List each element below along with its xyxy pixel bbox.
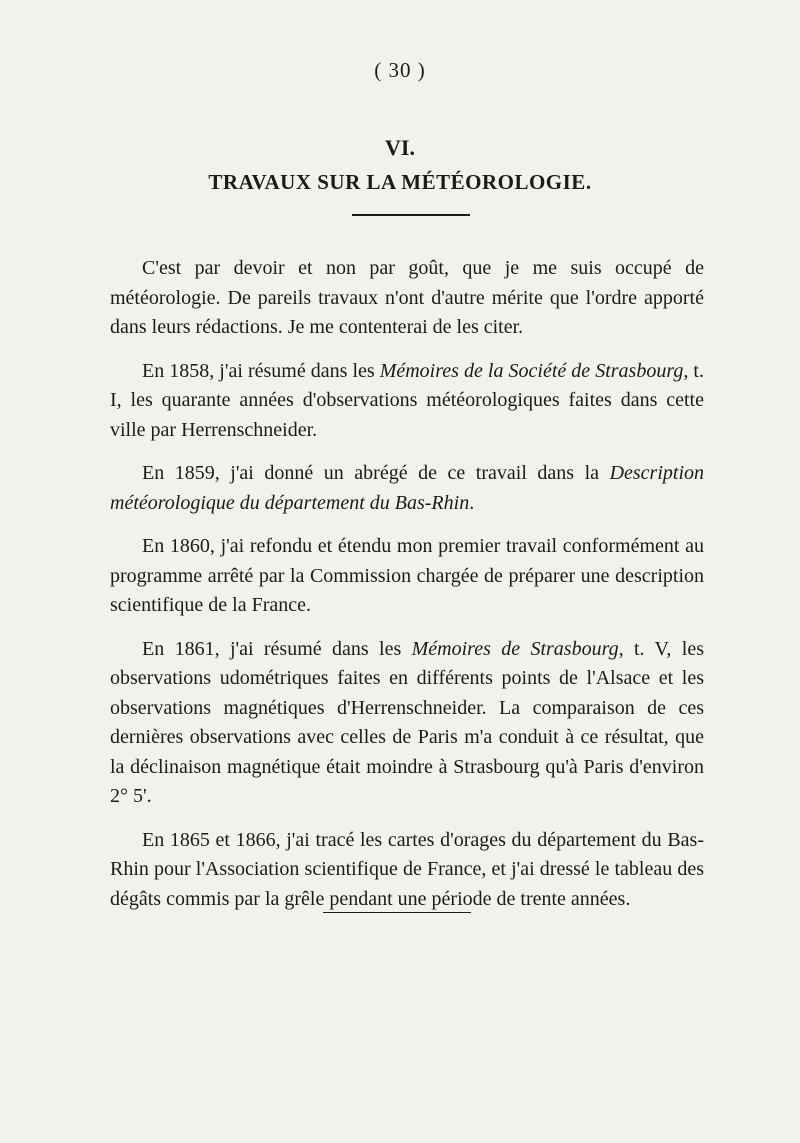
italic-citation: Mémoires de Strasbourg <box>411 637 619 660</box>
italic-citation: Mémoires de la Société de Strasbourg <box>379 359 684 382</box>
paragraph-text: En 1859, j'ai donné un abrégé de ce travail dans la <box>142 462 610 484</box>
section-number: VI. <box>385 135 415 160</box>
paragraph <box>110 254 704 343</box>
paragraph <box>110 459 704 518</box>
paragraph-text: . <box>469 491 475 514</box>
paragraph-text: En 1861, j'ai résumé dans les <box>142 637 412 660</box>
title-rule <box>352 214 470 216</box>
bleed-through-texture <box>100 95 710 123</box>
paragraph <box>110 532 704 621</box>
paragraph <box>110 635 704 812</box>
paragraph-text: , t. V, les observations udométriques faites en différents points de l'Alsace et les observations magnétiques d'Herrenschneider. La comparaison de ces dernières observations avec celles de Paris m'a conduit à ce résultat, que la déclinaison magnétique était moindre à Strasbourg qu'à Paris d'environ 2° 5'. <box>110 637 705 807</box>
section-title: TRAVAUX SUR LA MÉTÉOROLOGIE. <box>208 170 592 194</box>
paragraph-text: C'est par devoir et non par goût, que je me suis occupé de météorologie. De pareils travaux n'ont d'autre mérite que l'ordre apporté dans leurs rédactions. Je me contenterai de les citer. <box>110 257 704 338</box>
italic-citation: Description météorologique du département du Bas-Rhin <box>110 462 704 514</box>
paragraph <box>110 826 704 915</box>
paragraph-text: , t. I, les quarante années d'observations météorologiques faites dans cette ville par Herrenschneider. <box>110 359 704 441</box>
paragraph-text: En 1860, j'ai refondu et étendu mon premier travail conformément au programme arrêté par la Commission chargée de préparer une description scientifique de la France. <box>110 535 704 616</box>
body-text <box>110 254 704 928</box>
paragraph-text: En 1858, j'ai résumé dans les <box>142 359 380 382</box>
paragraph <box>110 357 704 446</box>
paragraph-text: En 1865 et 1866, j'ai tracé les cartes d'orages du département du Bas-Rhin pour l'Association scientifique de France, et j'ai dressé le tableau des dégâts commis par la grêle pendant une période de trente années. <box>110 828 704 910</box>
page-number: ( 30 ) <box>374 58 426 82</box>
closing-rule <box>323 912 471 913</box>
